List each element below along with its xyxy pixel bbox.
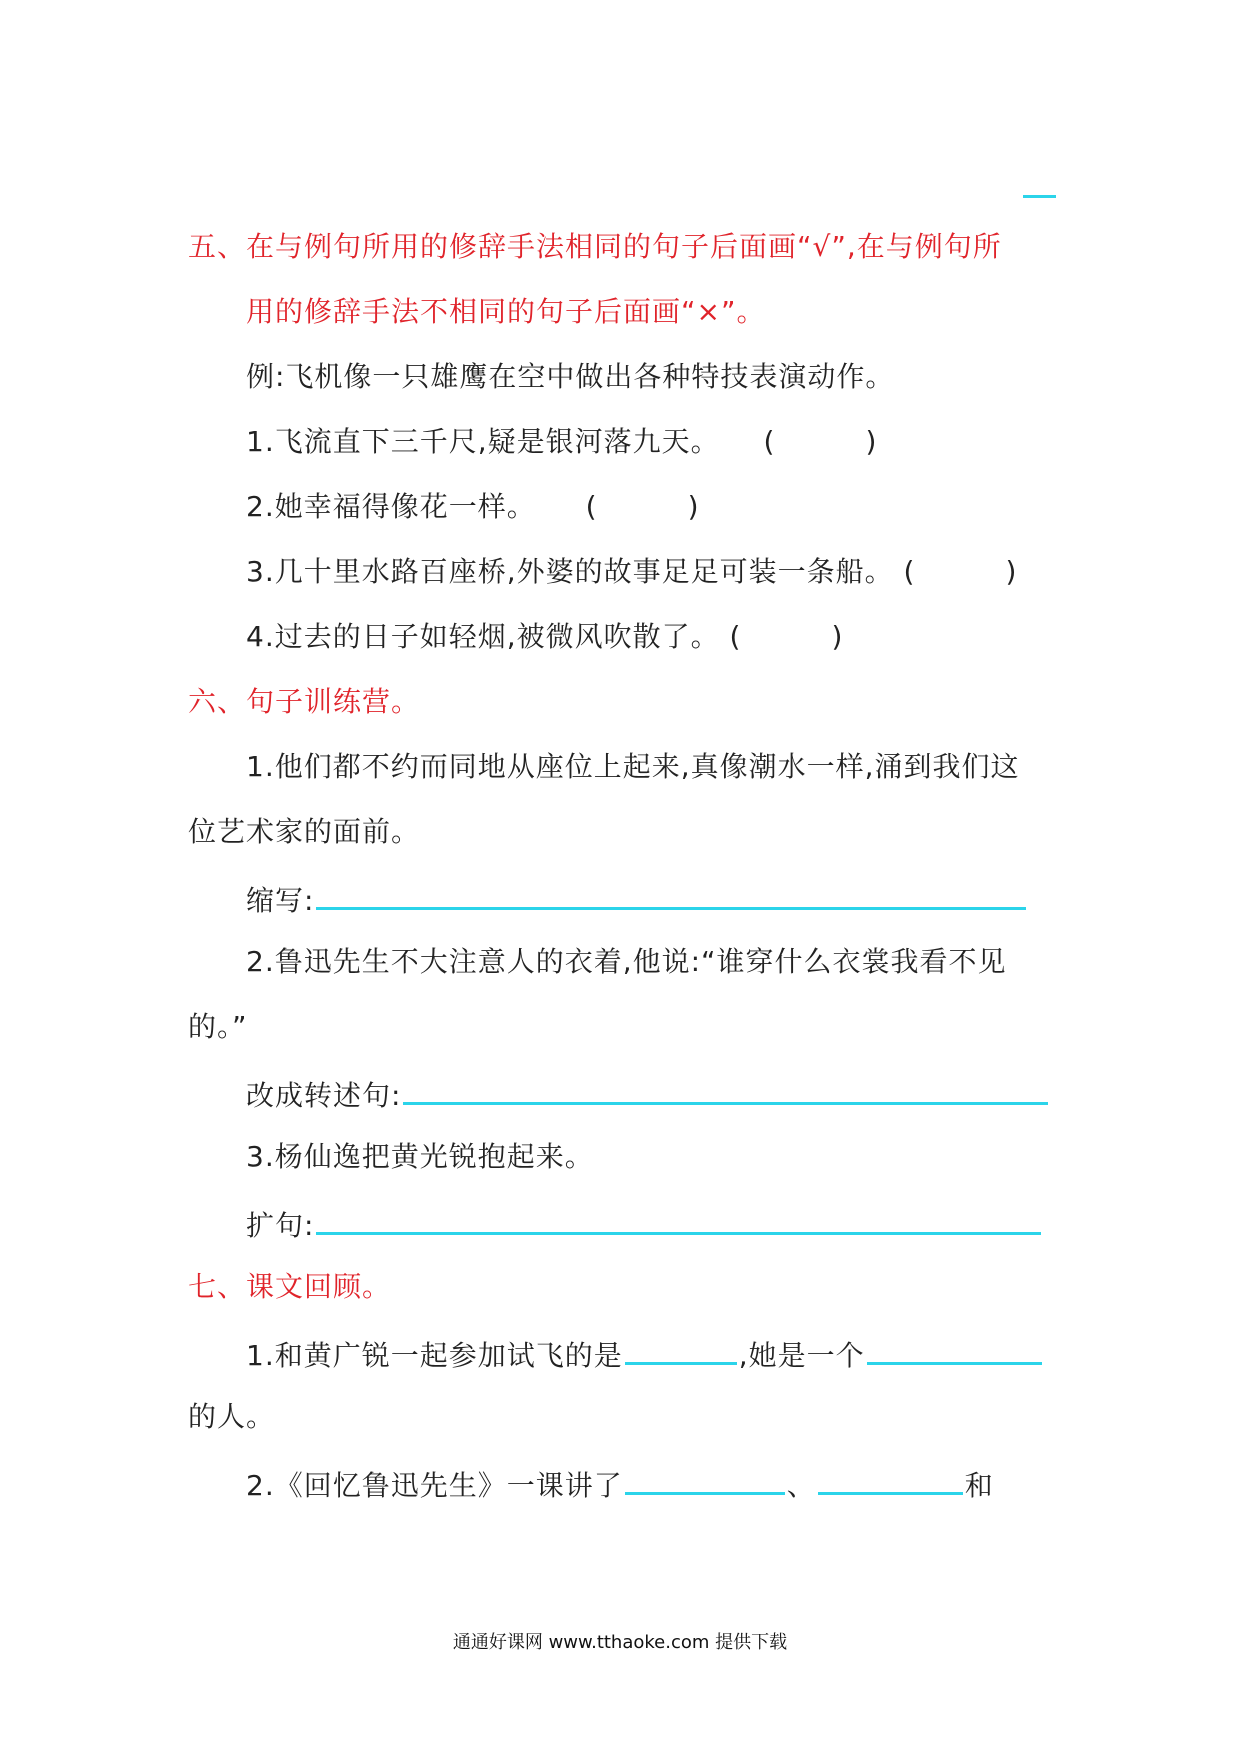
section6-q1-line1: 1.他们都不约而同地从座位上起来,真像潮水一样,涌到我们这 xyxy=(246,750,1020,783)
section7-q1-line2: 的人。 xyxy=(188,1400,276,1433)
section7-q2: 2.《回忆鲁迅先生》一课讲了 、 和 xyxy=(246,1462,994,1506)
section5-example: 例:飞机像一只雄鹰在空中做出各种特技表演动作。 xyxy=(246,360,895,393)
section5-title-line2: 用的修辞手法不相同的句子后面画“×”。 xyxy=(246,295,766,328)
section7-q1: 1.和黄广锐一起参加试飞的是 ,她是一个 xyxy=(246,1332,1044,1376)
answer-line[interactable] xyxy=(867,1332,1042,1365)
section5-item-3 xyxy=(246,552,1017,592)
item-text: 3.几十里水路百座桥,外婆的故事足足可装一条船。 xyxy=(246,555,894,588)
section5-item-4 xyxy=(246,617,843,657)
footer-watermark: 通通好课网 www.tthaoke.com 提供下载 xyxy=(452,1632,788,1653)
section5-title-line1: 五、在与例句所用的修辞手法相同的句子后面画“√”,在与例句所 xyxy=(188,230,1002,263)
item-text: 2.她幸福得像花一样。 xyxy=(246,490,536,523)
answer-line[interactable] xyxy=(316,877,1026,910)
answer-line[interactable] xyxy=(625,1332,737,1365)
section7-title: 七、课文回顾。 xyxy=(188,1270,392,1303)
item-text: 1.飞流直下三千尺,疑是银河落九天。 xyxy=(246,425,720,458)
answer-line[interactable] xyxy=(625,1462,785,1495)
section5-item-2 xyxy=(246,487,700,527)
section6-q3-answer xyxy=(246,1202,1043,1246)
section6-q2-line1: 2.鲁迅先生不大注意人的衣着,他说:“谁穿什么衣裳我看不见 xyxy=(246,945,1007,978)
section6-q3-line1: 3.杨仙逸把黄光锐抱起来。 xyxy=(246,1140,594,1173)
answer-line[interactable] xyxy=(403,1072,1048,1105)
item-text: 4.过去的日子如轻烟,被微风吹散了。 xyxy=(246,620,720,653)
section5-item-1 xyxy=(246,422,877,462)
prompt-label: 扩句: xyxy=(246,1209,315,1242)
section6-title: 六、句子训练营。 xyxy=(188,685,421,718)
answer-paren[interactable]: ( ) xyxy=(903,555,1018,588)
section6-q1-answer xyxy=(246,877,1028,921)
answer-paren[interactable]: ( ) xyxy=(585,490,700,523)
prompt-label: 缩写: xyxy=(246,884,315,917)
prompt-label: 改成转述句: xyxy=(246,1079,402,1112)
answer-paren[interactable]: ( ) xyxy=(763,425,878,458)
section6-q1-line2: 位艺术家的面前。 xyxy=(188,815,421,848)
section6-q2-line2: 的。” xyxy=(188,1010,248,1043)
section6-q2-answer xyxy=(246,1072,1050,1116)
corner-mark xyxy=(1023,195,1056,198)
answer-line[interactable] xyxy=(316,1202,1041,1235)
answer-paren[interactable]: ( ) xyxy=(729,620,844,653)
answer-line[interactable] xyxy=(818,1462,963,1495)
